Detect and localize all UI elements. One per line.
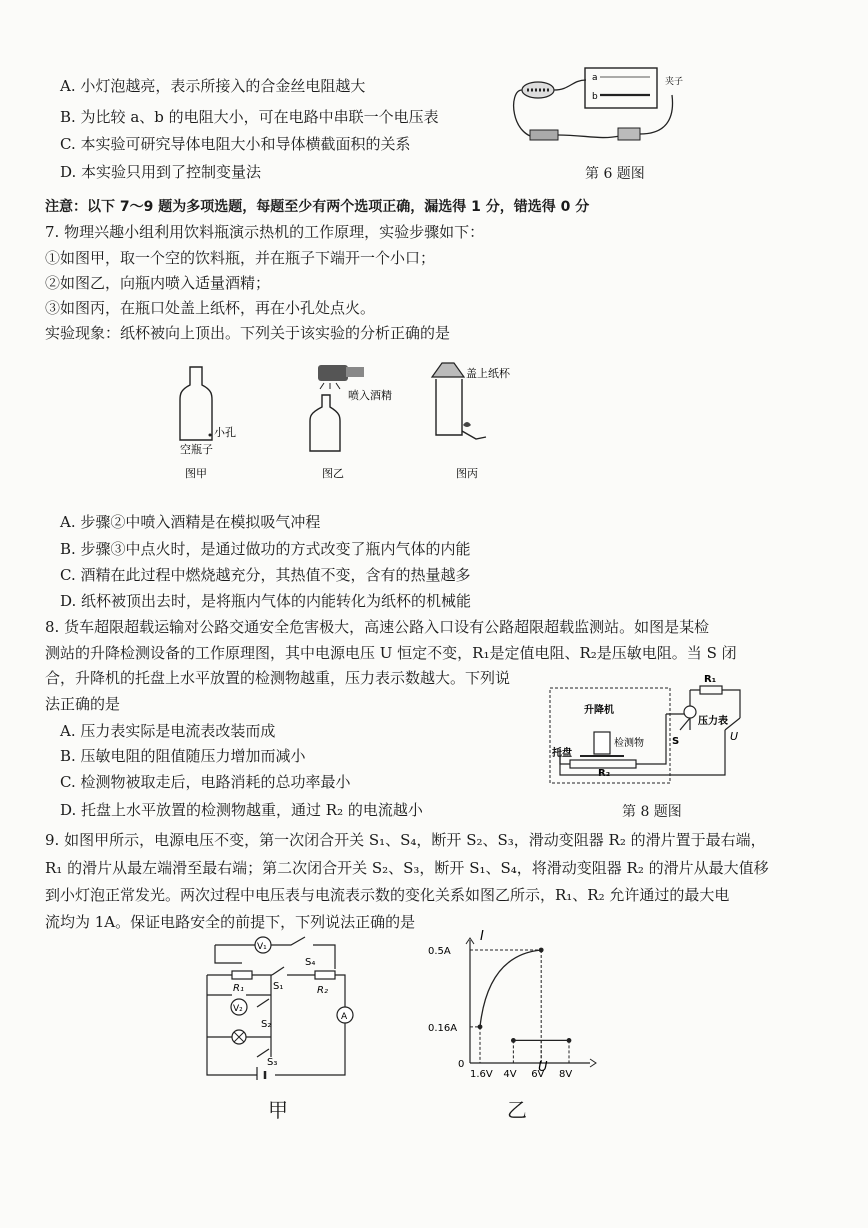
v2-label: V₂	[233, 1004, 243, 1014]
cup-bottle-figure	[432, 363, 510, 480]
gauge-label: 压力表	[698, 716, 728, 727]
q6-option-d: D. 本实验只用到了控制变量法	[60, 163, 262, 181]
q7-stem-line-2: ①如图甲，取一个空的饮料瓶，并在瓶子下端开一个小口；	[45, 249, 436, 267]
x-tick-label: 6V	[531, 1069, 545, 1080]
lift-label: 升降机	[584, 705, 614, 716]
s2-label: S₂	[261, 1019, 272, 1030]
wire-b-label: b	[592, 92, 598, 102]
bulb-icon	[522, 82, 554, 98]
wire-a-label: a	[592, 73, 598, 83]
switch-s3-icon	[257, 1049, 269, 1057]
q9-stem-line-4: 流均为 1A。保证电路安全的前提下，下列说法正确的是	[45, 913, 416, 931]
curve-series	[480, 950, 541, 1027]
r1-resistor	[700, 686, 722, 694]
q9-figure-b-caption: 乙	[507, 1098, 527, 1122]
q8-option-b: B. 压敏电阻的阻值随压力增加而减小	[60, 747, 306, 765]
paper-cup-icon	[432, 363, 464, 377]
q7-option-d: D. 纸杯被顶出去时，是将瓶内气体的内能转化为纸杯的机械能	[60, 592, 472, 610]
r1-label: R₁	[704, 674, 717, 685]
q9-iu-graph	[420, 928, 605, 1083]
spray-can-icon	[318, 365, 348, 381]
s1-label: S₁	[273, 981, 284, 992]
hole-label: 小孔	[214, 426, 236, 439]
switch-label: S	[672, 736, 680, 747]
s4-label: S₄	[305, 957, 316, 968]
q9-stem-line-1: 9. 如图甲所示，电源电压不变，第一次闭合开关 S₁、S₄，断开 S₂、S₃，滑动变阻器 R₂ 的滑片置于最右端，	[45, 831, 766, 849]
voltage-label: U	[730, 730, 739, 743]
q8-stem-line-1: 8. 货车超限超载运输对公路交通安全危害极大，高速公路入口设有公路超限超载监测站。如图是某检	[45, 618, 710, 636]
spray-bottle-figure	[310, 365, 392, 480]
empty-bottle-figure	[180, 367, 236, 480]
switch-s2-icon	[257, 999, 269, 1007]
r2-resistor	[570, 760, 636, 768]
q7-stem-line-3: ②如图乙，向瓶内喷入适量酒精；	[45, 274, 271, 292]
y-axis-label: I	[480, 929, 484, 944]
q9-circuit-figure	[195, 935, 370, 1080]
x-tick-label: 4V	[503, 1069, 517, 1080]
clip-label: 夹子	[665, 77, 684, 87]
test-object-icon	[594, 732, 610, 754]
figure-b-caption: 图乙	[322, 467, 344, 480]
q7-option-a: A. 步骤②中喷入酒精是在模拟吸气冲程	[60, 513, 321, 531]
q7-option-c: C. 酒精在此过程中燃烧越充分，其热值不变，含有的热量越多	[60, 566, 471, 584]
q7-stem-line-1: 7. 物理兴趣小组利用饮料瓶演示热机的工作原理，实验步骤如下：	[45, 223, 485, 241]
q6-figure-caption: 第 6 题图	[585, 166, 645, 182]
x-axis-label: U	[538, 1060, 548, 1075]
q9-figure-a-caption: 甲	[268, 1098, 288, 1122]
q7-stem-line-5: 实验现象：纸杯被向上顶出。下列关于该实验的分析正确的是	[45, 324, 451, 342]
ammeter-label: A	[341, 1012, 348, 1022]
y-tick-label: 0.16A	[428, 1022, 458, 1034]
battery-icon	[530, 130, 558, 140]
q8-circuit-figure	[540, 668, 750, 798]
switch-icon	[680, 718, 690, 730]
r1-resistor	[232, 971, 252, 979]
cup-label: 盖上纸杯	[466, 367, 510, 380]
r2-label: R₂	[598, 768, 611, 779]
pressure-gauge-icon	[684, 706, 696, 718]
x-tick-label: 1.6V	[470, 1069, 493, 1080]
q8-stem-line-3: 合，升降机的托盘上水平放置的检测物越重，压力表示数越大。下列说	[45, 669, 511, 687]
x-tick-label: 8V	[559, 1069, 573, 1080]
q6-option-c: C. 本实验可研究导体电阻大小和导体横截面积的关系	[60, 135, 411, 153]
v1-label: V₁	[257, 942, 267, 952]
q7-stem-line-4: ③如图丙，在瓶口处盖上纸杯，再在小孔处点火。	[45, 299, 376, 317]
lighter-icon	[462, 431, 486, 439]
q8-stem-line-4: 法正确的是	[45, 695, 121, 713]
q8-option-c: C. 检测物被取走后，电路消耗的总功率最小	[60, 773, 351, 791]
q8-option-a: A. 压力表实际是电流表改装而成	[60, 722, 276, 740]
r2-resistor	[315, 971, 335, 979]
q6-option-a: A. 小灯泡越亮，表示所接入的合金丝电阻越大	[60, 77, 366, 95]
tray-label: 托盘	[552, 748, 572, 759]
spray-label: 喷入酒精	[348, 389, 392, 402]
multi-choice-note: 注意：以下 7～9 题为多项选题，每题至少有两个选项正确，漏选得 1 分，错选得 0 分	[45, 199, 590, 215]
q8-figure-caption: 第 8 题图	[622, 804, 682, 820]
figure-c-caption: 图丙	[456, 467, 478, 480]
object-label: 检测物	[614, 738, 644, 749]
q6-option-b: B. 为比较 a、b 的电阻大小，可在电路中串联一个电压表	[60, 108, 439, 126]
q6-circuit-figure	[500, 50, 700, 160]
q8-stem-line-2: 测站的升降检测设备的工作原理图，其中电源电压 U 恒定不变，R₁是定值电阻、R₂是压敏电阻。当 S 闭	[45, 644, 737, 662]
y-tick-label: 0.5A	[428, 946, 451, 957]
switch-icon	[618, 128, 640, 140]
x-axis-arrow-icon	[590, 1059, 596, 1067]
q7-bottle-figures	[170, 355, 510, 485]
r2-label: R₂	[317, 985, 328, 996]
y-tick-label: 0	[458, 1059, 465, 1070]
q9-stem-line-2: R₁ 的滑片从最左端滑至最右端；第二次闭合开关 S₂、S₃，断开 S₁、S₄，将滑动变阻器 R₂ 的滑片从最大值移	[45, 859, 769, 877]
r1-label: R₁	[233, 983, 244, 994]
switch-s1-icon	[272, 967, 284, 975]
s3-label: S₃	[267, 1057, 278, 1068]
q7-option-b: B. 步骤③中点火时，是通过做功的方式改变了瓶内气体的内能	[60, 540, 471, 558]
empty-bottle-label: 空瓶子	[180, 443, 213, 456]
figure-a-caption: 图甲	[185, 467, 207, 480]
q9-stem-line-3: 到小灯泡正常发光。两次过程中电压表与电流表示数的变化关系如图乙所示，R₁、R₂ 允许通过的最大电	[45, 886, 730, 904]
q8-option-d: D. 托盘上水平放置的检测物越重，通过 R₂ 的电流越小	[60, 801, 423, 819]
